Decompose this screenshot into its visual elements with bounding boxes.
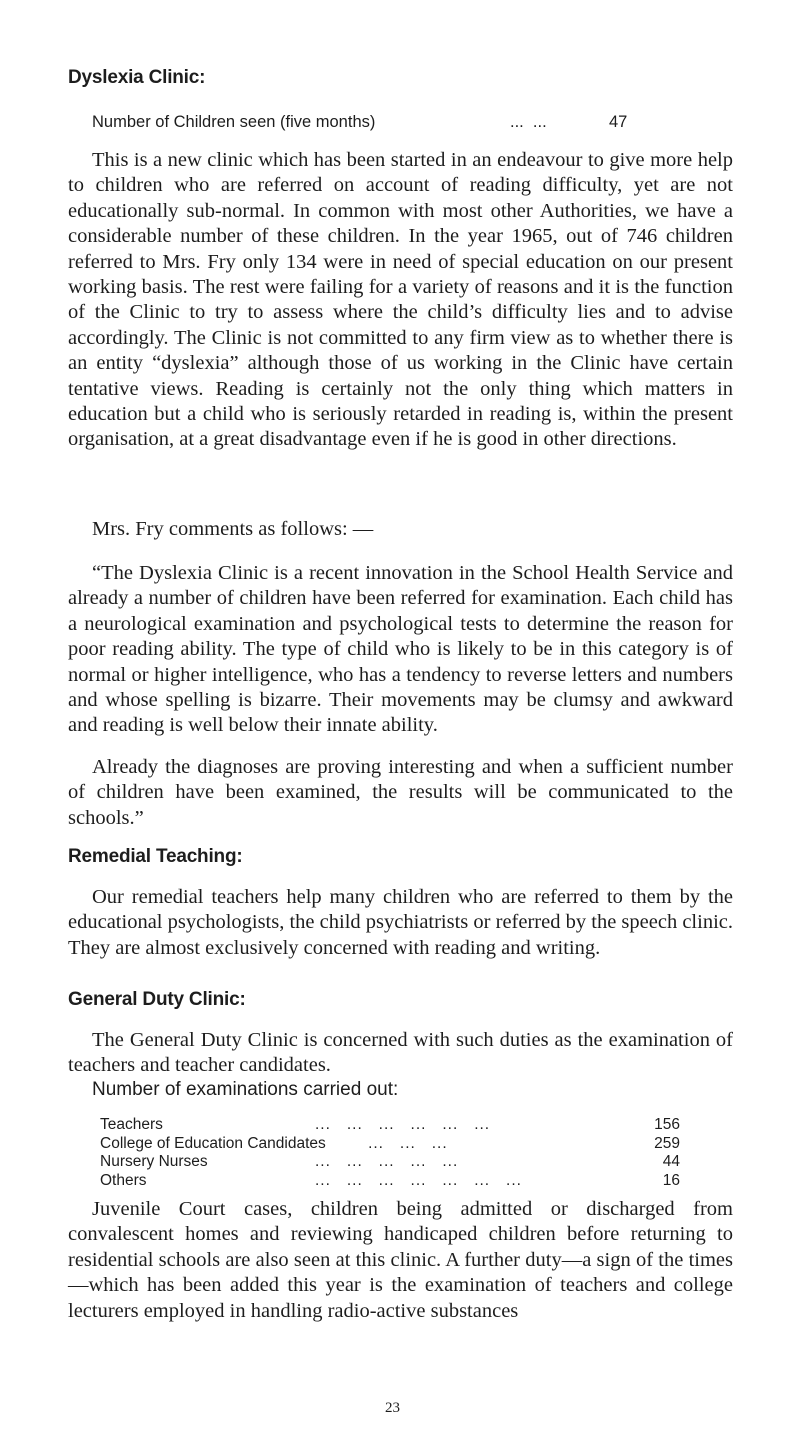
remedial-teaching-heading: Remedial Teaching: (68, 846, 243, 867)
dyslexia-paragraph-intro (68, 148, 733, 453)
exam-row-college-candidates (100, 1135, 680, 1154)
fry-quote-paragraph-2 (68, 755, 733, 831)
children-seen-dots: ... ... (510, 113, 547, 131)
fry-comments-intro-text: Mrs. Fry comments as follows: — (92, 518, 374, 540)
fry-quote-paragraph-1-text: “The Dyslexia Clinic is a recent innovation in the School Health Service and already a number of children have been referred for examination. Each child has a neurological examination and psychological tests to determine the reason for poor reading ability. The type of child who is likely to be in this category is of normal or higher intelligence, who has a tendency to reverse letters and numbers and whose spelling is bizarre. Their movements may be clumsy and awkward and reading is well below their innate ability. (68, 562, 733, 737)
general-duty-paragraph-text: The General Duty Clinic is concerned with such duties as the examination of teachers and teacher candidates. (68, 1029, 733, 1077)
juvenile-court-paragraph-text: Juvenile Court cases, children being admitted or discharged from convalescent homes and reviewing handicaped children before returning to residential schools are also seen at this clinic. A further duty—a sign of the times—which has been added this year is the examination of teachers and college lecturers employed in handling radio-active substances (68, 1198, 733, 1322)
examinations-table (100, 1116, 680, 1190)
fry-comments-intro (68, 517, 733, 542)
children-seen-label: Number of Children seen (five months) (92, 113, 376, 131)
exam-count: 16 (662, 1171, 680, 1189)
fry-quote-paragraph-2-text: Already the diagnoses are proving interesting and when a sufficient number of children have been examined, the results will be communicated to the schools.” (68, 756, 733, 829)
exam-count: 44 (662, 1153, 680, 1170)
exam-category: Nursery Nurses (100, 1153, 208, 1170)
exam-leader-dots: ... ... ... (315, 1134, 448, 1152)
fry-quote-paragraph-1 (68, 561, 733, 739)
exam-row-teachers (100, 1116, 680, 1135)
dyslexia-clinic-heading: Dyslexia Clinic: (68, 67, 206, 88)
general-duty-paragraph (68, 1028, 733, 1079)
remedial-teaching-paragraph-text: Our remedial teachers help many children who are referred to them by the educational psychologists, the child psychiatrists or referred by the speech clinic. They are almost exclusively concerned with reading and writing. (68, 886, 733, 959)
exam-category: College of Education Candidates (100, 1134, 326, 1152)
juvenile-court-paragraph (68, 1197, 733, 1324)
dyslexia-paragraph-intro-text: This is a new clinic which has been started in an endeavour to give more help to children who are referred on account of reading difficulty, yet are not educationally sub-normal. In common with most other Authorities, we have a considerable number of these children. In the year 1965, out of 746 children referred to Mrs. Fry only 134 were in need of special education on our present working basis. The rest were failing for a variety of reasons and it is the function of the Clinic to try to assess where the child’s difficulty lies and to advise accordingly. The Clinic is not committed to any firm view as to whether there is an entity “dyslexia” although those of us working in the Clinic have certain tentative views. Reading is certainly not the only thing which matters in education but a child who is seriously retarded in reading is, within the present organisation, at a great disadvantage even if he is good in other directions. (68, 149, 733, 451)
exam-row-nursery-nurses (100, 1153, 680, 1172)
page-number: 23 (385, 1400, 400, 1416)
exam-leader-dots: ... ... ... ... ... ... ... (315, 1171, 522, 1189)
exam-leader-dots: ... ... ... ... ... (315, 1153, 459, 1170)
children-seen-value: 47 (609, 113, 628, 131)
exam-category: Others (100, 1171, 147, 1189)
exam-count: 156 (654, 1116, 680, 1133)
exam-row-others (100, 1172, 680, 1191)
exam-category: Teachers (100, 1116, 163, 1133)
examinations-label: Number of examinations carried out: (92, 1079, 399, 1100)
remedial-teaching-paragraph (68, 885, 733, 961)
exam-count: 259 (654, 1134, 680, 1152)
exam-leader-dots: ... ... ... ... ... ... (315, 1116, 491, 1133)
dyslexia-children-count-line (92, 113, 628, 132)
general-duty-clinic-heading: General Duty Clinic: (68, 989, 246, 1010)
